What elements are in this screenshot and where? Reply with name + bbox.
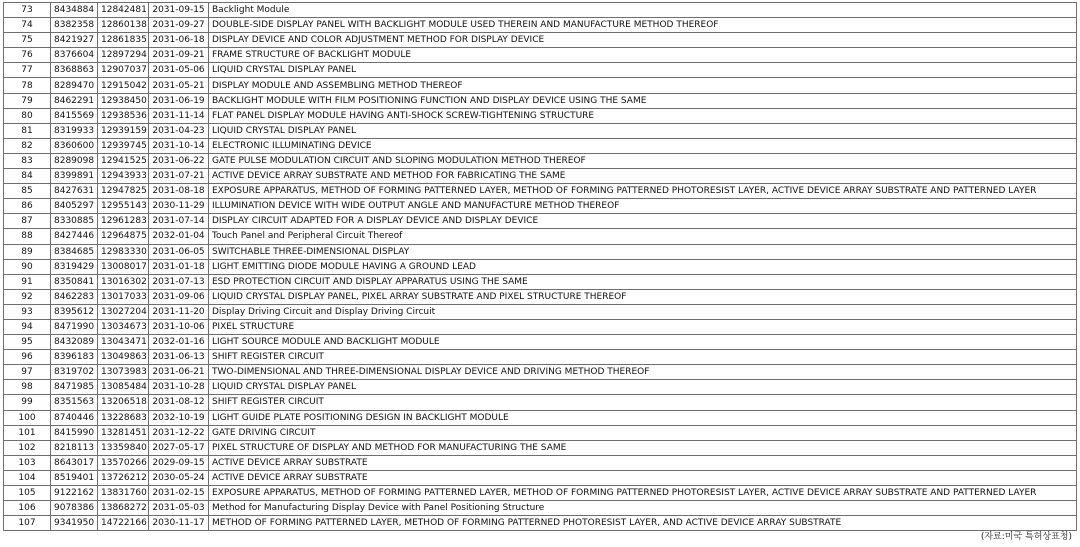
- us-patent-number-cell: 8368863: [51, 63, 98, 78]
- expiry-date-cell: 2031-05-03: [149, 501, 209, 516]
- table-row: [4, 169, 1077, 184]
- us-patent-number-cell: 8740446: [51, 410, 98, 425]
- application-number-cell: 13868272: [98, 501, 149, 516]
- table-row: [4, 486, 1077, 501]
- row-number-cell: 100: [4, 410, 51, 425]
- expiry-date-cell: 2031-07-13: [149, 274, 209, 289]
- application-number-cell: 12955143: [98, 199, 149, 214]
- application-number-cell: 13017033: [98, 289, 149, 304]
- application-number-cell: 13027204: [98, 304, 149, 319]
- row-number-cell: 81: [4, 123, 51, 138]
- us-patent-number-cell: 8471990: [51, 319, 98, 334]
- application-number-cell: 12939745: [98, 138, 149, 153]
- us-patent-number-cell: 8351563: [51, 395, 98, 410]
- row-number-cell: 87: [4, 214, 51, 229]
- expiry-date-cell: 2031-10-28: [149, 380, 209, 395]
- expiry-date-cell: 2031-09-06: [149, 289, 209, 304]
- application-number-cell: 12938536: [98, 108, 149, 123]
- us-patent-number-cell: 8519401: [51, 470, 98, 485]
- patent-title-cell: DISPLAY MODULE AND ASSEMBLING METHOD THEREOF: [209, 78, 1077, 93]
- patent-title-cell: LIGHT EMITTING DIODE MODULE HAVING A GROUND LEAD: [209, 259, 1077, 274]
- table-row: [4, 63, 1077, 78]
- patent-title-cell: ACTIVE DEVICE ARRAY SUBSTRATE: [209, 455, 1077, 470]
- us-patent-number-cell: 8319429: [51, 259, 98, 274]
- patent-title-cell: LIGHT GUIDE PLATE POSITIONING DESIGN IN BACKLIGHT MODULE: [209, 410, 1077, 425]
- patent-title-cell: ILLUMINATION DEVICE WITH WIDE OUTPUT ANGLE AND MANUFACTURE METHOD THEREOF: [209, 199, 1077, 214]
- patent-title-cell: LIQUID CRYSTAL DISPLAY PANEL: [209, 123, 1077, 138]
- patent-title-cell: ACTIVE DEVICE ARRAY SUBSTRATE: [209, 470, 1077, 485]
- us-patent-number-cell: 8330885: [51, 214, 98, 229]
- patent-title-cell: Touch Panel and Peripheral Circuit Thereof: [209, 229, 1077, 244]
- application-number-cell: 14722166: [98, 516, 149, 531]
- expiry-date-cell: 2031-06-19: [149, 93, 209, 108]
- table-row: [4, 138, 1077, 153]
- us-patent-number-cell: 8289470: [51, 78, 98, 93]
- us-patent-number-cell: 8434884: [51, 3, 98, 18]
- patent-title-cell: LIQUID CRYSTAL DISPLAY PANEL: [209, 63, 1077, 78]
- application-number-cell: 12915042: [98, 78, 149, 93]
- expiry-date-cell: 2031-09-21: [149, 48, 209, 63]
- row-number-cell: 104: [4, 470, 51, 485]
- row-number-cell: 101: [4, 425, 51, 440]
- row-number-cell: 86: [4, 199, 51, 214]
- expiry-date-cell: 2031-09-15: [149, 3, 209, 18]
- table-row: [4, 365, 1077, 380]
- row-number-cell: 99: [4, 395, 51, 410]
- patent-title-cell: ACTIVE DEVICE ARRAY SUBSTRATE AND METHOD FOR FABRICATING THE SAME: [209, 169, 1077, 184]
- us-patent-number-cell: 8382358: [51, 18, 98, 33]
- table-row: [4, 184, 1077, 199]
- table-row: [4, 395, 1077, 410]
- table-row: [4, 501, 1077, 516]
- patent-title-cell: PIXEL STRUCTURE: [209, 319, 1077, 334]
- expiry-date-cell: 2031-01-18: [149, 259, 209, 274]
- patent-table-sheet: [3, 2, 1077, 531]
- application-number-cell: 13359840: [98, 440, 149, 455]
- application-number-cell: 12907037: [98, 63, 149, 78]
- table-row: [4, 33, 1077, 48]
- expiry-date-cell: 2031-05-21: [149, 78, 209, 93]
- us-patent-number-cell: 8432089: [51, 335, 98, 350]
- row-number-cell: 85: [4, 184, 51, 199]
- expiry-date-cell: 2031-07-14: [149, 214, 209, 229]
- table-row: [4, 244, 1077, 259]
- us-patent-number-cell: 8319702: [51, 365, 98, 380]
- expiry-date-cell: 2031-05-06: [149, 63, 209, 78]
- patent-title-cell: ESD PROTECTION CIRCUIT AND DISPLAY APPARATUS USING THE SAME: [209, 274, 1077, 289]
- us-patent-number-cell: 8471985: [51, 380, 98, 395]
- us-patent-number-cell: 8218113: [51, 440, 98, 455]
- patent-title-cell: Method for Manufacturing Display Device with Panel Positioning Structure: [209, 501, 1077, 516]
- expiry-date-cell: 2031-10-06: [149, 319, 209, 334]
- table-row: [4, 410, 1077, 425]
- application-number-cell: 13281451: [98, 425, 149, 440]
- patent-title-cell: PIXEL STRUCTURE OF DISPLAY AND METHOD FOR MANUFACTURING THE SAME: [209, 440, 1077, 455]
- patent-title-cell: GATE PULSE MODULATION CIRCUIT AND SLOPING MODULATION METHOD THEREOF: [209, 153, 1077, 168]
- row-number-cell: 78: [4, 78, 51, 93]
- application-number-cell: 13085484: [98, 380, 149, 395]
- expiry-date-cell: 2031-06-21: [149, 365, 209, 380]
- patent-title-cell: EXPOSURE APPARATUS, METHOD OF FORMING PATTERNED LAYER, METHOD OF FORMING PATTERNED PHOTORESIST LAYER, ACTIVE DEVICE ARRAY SUBSTRATE AND PATTERNED LAYER: [209, 184, 1077, 199]
- application-number-cell: 12938450: [98, 93, 149, 108]
- us-patent-number-cell: 8462283: [51, 289, 98, 304]
- us-patent-number-cell: 8415569: [51, 108, 98, 123]
- us-patent-number-cell: 9122162: [51, 486, 98, 501]
- patent-title-cell: TWO-DIMENSIONAL AND THREE-DIMENSIONAL DISPLAY DEVICE AND DRIVING METHOD THEREOF: [209, 365, 1077, 380]
- application-number-cell: 12983330: [98, 244, 149, 259]
- us-patent-number-cell: 8289098: [51, 153, 98, 168]
- application-number-cell: 13073983: [98, 365, 149, 380]
- table-row: [4, 93, 1077, 108]
- table-row: [4, 516, 1077, 531]
- row-number-cell: 75: [4, 33, 51, 48]
- row-number-cell: 107: [4, 516, 51, 531]
- table-row: [4, 304, 1077, 319]
- us-patent-number-cell: 8384685: [51, 244, 98, 259]
- table-row: [4, 289, 1077, 304]
- us-patent-number-cell: 8360600: [51, 138, 98, 153]
- expiry-date-cell: 2031-11-20: [149, 304, 209, 319]
- table-row: [4, 380, 1077, 395]
- application-number-cell: 13008017: [98, 259, 149, 274]
- table-row: [4, 229, 1077, 244]
- row-number-cell: 96: [4, 350, 51, 365]
- table-row: [4, 470, 1077, 485]
- us-patent-number-cell: 8395612: [51, 304, 98, 319]
- application-number-cell: 12897294: [98, 48, 149, 63]
- table-row: [4, 48, 1077, 63]
- us-patent-number-cell: 8427446: [51, 229, 98, 244]
- patent-title-cell: Display Driving Circuit and Display Driving Circuit: [209, 304, 1077, 319]
- patent-title-cell: SWITCHABLE THREE-DIMENSIONAL DISPLAY: [209, 244, 1077, 259]
- patent-title-cell: SHIFT REGISTER CIRCUIT: [209, 350, 1077, 365]
- row-number-cell: 103: [4, 455, 51, 470]
- expiry-date-cell: 2029-09-15: [149, 455, 209, 470]
- table-row: [4, 123, 1077, 138]
- row-number-cell: 83: [4, 153, 51, 168]
- row-number-cell: 74: [4, 18, 51, 33]
- row-number-cell: 91: [4, 274, 51, 289]
- row-number-cell: 76: [4, 48, 51, 63]
- patent-title-cell: DISPLAY CIRCUIT ADAPTED FOR A DISPLAY DEVICE AND DISPLAY DEVICE: [209, 214, 1077, 229]
- row-number-cell: 105: [4, 486, 51, 501]
- table-row: [4, 3, 1077, 18]
- row-number-cell: 98: [4, 380, 51, 395]
- application-number-cell: 13049863: [98, 350, 149, 365]
- application-number-cell: 13034673: [98, 319, 149, 334]
- table-row: [4, 440, 1077, 455]
- row-number-cell: 88: [4, 229, 51, 244]
- row-number-cell: 73: [4, 3, 51, 18]
- application-number-cell: 12943933: [98, 169, 149, 184]
- application-number-cell: 13206518: [98, 395, 149, 410]
- us-patent-number-cell: 8427631: [51, 184, 98, 199]
- expiry-date-cell: 2031-06-18: [149, 33, 209, 48]
- expiry-date-cell: 2031-06-22: [149, 153, 209, 168]
- expiry-date-cell: 2031-06-13: [149, 350, 209, 365]
- expiry-date-cell: 2031-09-27: [149, 18, 209, 33]
- row-number-cell: 79: [4, 93, 51, 108]
- us-patent-number-cell: 9341950: [51, 516, 98, 531]
- expiry-date-cell: 2031-08-12: [149, 395, 209, 410]
- row-number-cell: 90: [4, 259, 51, 274]
- expiry-date-cell: 2031-11-14: [149, 108, 209, 123]
- application-number-cell: 12861835: [98, 33, 149, 48]
- expiry-date-cell: 2031-10-14: [149, 138, 209, 153]
- application-number-cell: 13831760: [98, 486, 149, 501]
- patent-title-cell: METHOD OF FORMING PATTERNED LAYER, METHOD OF FORMING PATTERNED PHOTORESIST LAYER, AND ACTIVE DEVICE ARRAY SUBSTRATE: [209, 516, 1077, 531]
- application-number-cell: 12947825: [98, 184, 149, 199]
- table-row: [4, 78, 1077, 93]
- patent-title-cell: LIGHT SOURCE MODULE AND BACKLIGHT MODULE: [209, 335, 1077, 350]
- table-row: [4, 199, 1077, 214]
- application-number-cell: 12961283: [98, 214, 149, 229]
- expiry-date-cell: 2030-11-17: [149, 516, 209, 531]
- us-patent-number-cell: 8415990: [51, 425, 98, 440]
- row-number-cell: 95: [4, 335, 51, 350]
- expiry-date-cell: 2030-11-29: [149, 199, 209, 214]
- patent-title-cell: BACKLIGHT MODULE WITH FILM POSITIONING FUNCTION AND DISPLAY DEVICE USING THE SAME: [209, 93, 1077, 108]
- us-patent-number-cell: 8350841: [51, 274, 98, 289]
- expiry-date-cell: 2032-01-16: [149, 335, 209, 350]
- expiry-date-cell: 2032-10-19: [149, 410, 209, 425]
- application-number-cell: 12842481: [98, 3, 149, 18]
- us-patent-number-cell: 8421927: [51, 33, 98, 48]
- us-patent-number-cell: 8376604: [51, 48, 98, 63]
- application-number-cell: 13228683: [98, 410, 149, 425]
- application-number-cell: 12860138: [98, 18, 149, 33]
- row-number-cell: 92: [4, 289, 51, 304]
- expiry-date-cell: 2031-04-23: [149, 123, 209, 138]
- table-row: [4, 350, 1077, 365]
- application-number-cell: 13043471: [98, 335, 149, 350]
- application-number-cell: 12964875: [98, 229, 149, 244]
- expiry-date-cell: 2031-07-21: [149, 169, 209, 184]
- patent-table-body: [4, 3, 1077, 531]
- table-row: [4, 319, 1077, 334]
- application-number-cell: 12941525: [98, 153, 149, 168]
- table-row: [4, 455, 1077, 470]
- table-row: [4, 108, 1077, 123]
- us-patent-number-cell: 9078386: [51, 501, 98, 516]
- row-number-cell: 84: [4, 169, 51, 184]
- expiry-date-cell: 2031-06-05: [149, 244, 209, 259]
- patent-title-cell: ELECTRONIC ILLUMINATING DEVICE: [209, 138, 1077, 153]
- patent-title-cell: LIQUID CRYSTAL DISPLAY PANEL: [209, 380, 1077, 395]
- us-patent-number-cell: 8462291: [51, 93, 98, 108]
- patent-table: [3, 2, 1077, 531]
- us-patent-number-cell: 8399891: [51, 169, 98, 184]
- application-number-cell: 13726212: [98, 470, 149, 485]
- patent-title-cell: DISPLAY DEVICE AND COLOR ADJUSTMENT METHOD FOR DISPLAY DEVICE: [209, 33, 1077, 48]
- application-number-cell: 13570266: [98, 455, 149, 470]
- patent-title-cell: LIQUID CRYSTAL DISPLAY PANEL, PIXEL ARRAY SUBSTRATE AND PIXEL STRUCTURE THEREOF: [209, 289, 1077, 304]
- us-patent-number-cell: 8396183: [51, 350, 98, 365]
- patent-title-cell: FRAME STRUCTURE OF BACKLIGHT MODULE: [209, 48, 1077, 63]
- patent-title-cell: Backlight Module: [209, 3, 1077, 18]
- expiry-date-cell: 2032-01-04: [149, 229, 209, 244]
- table-row: [4, 153, 1077, 168]
- row-number-cell: 106: [4, 501, 51, 516]
- table-row: [4, 259, 1077, 274]
- table-row: [4, 335, 1077, 350]
- us-patent-number-cell: 8643017: [51, 455, 98, 470]
- expiry-date-cell: 2031-08-18: [149, 184, 209, 199]
- patent-title-cell: GATE DRIVING CIRCUIT: [209, 425, 1077, 440]
- row-number-cell: 77: [4, 63, 51, 78]
- row-number-cell: 89: [4, 244, 51, 259]
- patent-title-cell: SHIFT REGISTER CIRCUIT: [209, 395, 1077, 410]
- us-patent-number-cell: 8319933: [51, 123, 98, 138]
- expiry-date-cell: 2030-05-24: [149, 470, 209, 485]
- patent-title-cell: FLAT PANEL DISPLAY MODULE HAVING ANTI-SHOCK SCREW-TIGHTENING STRUCTURE: [209, 108, 1077, 123]
- row-number-cell: 97: [4, 365, 51, 380]
- table-row: [4, 214, 1077, 229]
- source-note: (자료:미국 특허상표청): [980, 532, 1072, 542]
- table-row: [4, 425, 1077, 440]
- application-number-cell: 12939159: [98, 123, 149, 138]
- row-number-cell: 102: [4, 440, 51, 455]
- table-row: [4, 274, 1077, 289]
- expiry-date-cell: 2031-02-15: [149, 486, 209, 501]
- expiry-date-cell: 2027-05-17: [149, 440, 209, 455]
- application-number-cell: 13016302: [98, 274, 149, 289]
- patent-title-cell: DOUBLE-SIDE DISPLAY PANEL WITH BACKLIGHT MODULE USED THEREIN AND MANUFACTURE METHOD THEREOF: [209, 18, 1077, 33]
- row-number-cell: 80: [4, 108, 51, 123]
- row-number-cell: 94: [4, 319, 51, 334]
- us-patent-number-cell: 8405297: [51, 199, 98, 214]
- patent-title-cell: EXPOSURE APPARATUS, METHOD OF FORMING PATTERNED LAYER, METHOD OF FORMING PATTERNED PHOTORESIST LAYER, ACTIVE DEVICE ARRAY SUBSTRATE AND PATTERNED LAYER: [209, 486, 1077, 501]
- table-row: [4, 18, 1077, 33]
- row-number-cell: 93: [4, 304, 51, 319]
- row-number-cell: 82: [4, 138, 51, 153]
- expiry-date-cell: 2031-12-22: [149, 425, 209, 440]
